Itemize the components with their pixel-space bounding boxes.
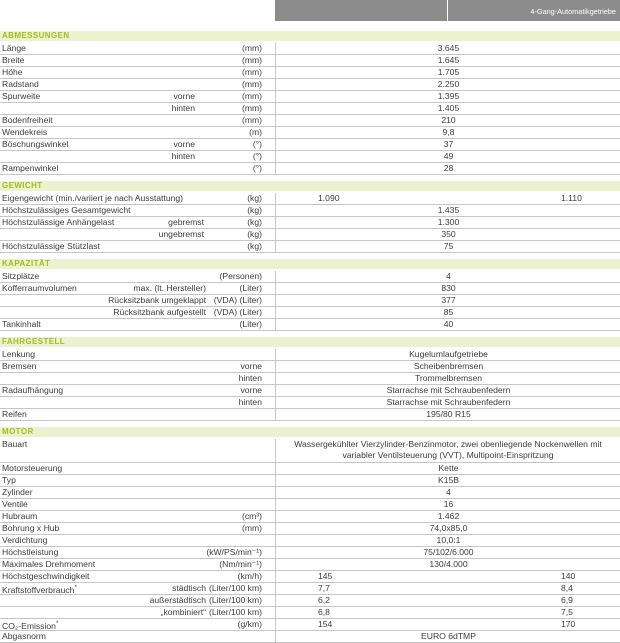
row-value: 1.395	[275, 91, 620, 102]
row-value-automatic: 170	[561, 619, 576, 629]
row-unit: (°)	[252, 151, 262, 161]
row-value-manual: 1.090	[275, 193, 447, 204]
row-label: Höchstzulässige Stützlast	[2, 241, 100, 251]
row-sublabel: „kombiniert“	[160, 607, 206, 617]
row-value-manual: 145	[275, 571, 447, 582]
row-unit: (°)	[252, 139, 262, 149]
row-label: Radstand	[2, 79, 39, 89]
row-sublabel: vorne	[240, 385, 262, 395]
table-row	[0, 79, 620, 91]
table-header	[0, 0, 620, 21]
row-label: Maximales Drehmoment	[2, 559, 96, 569]
row-unit: (°)	[252, 163, 262, 173]
row-sublabel: gebremst	[168, 217, 204, 227]
row-value: Kugelumlaufgetriebe	[275, 349, 620, 360]
row-value: 830	[275, 283, 620, 294]
row-sublabel: hinten	[171, 103, 195, 113]
row-label: Zylinder	[2, 487, 33, 497]
row-unit: (m)	[249, 127, 262, 137]
table-row	[0, 193, 620, 205]
row-unit: (Liter/100 km)	[208, 607, 262, 617]
row-unit: (mm)	[241, 91, 262, 101]
row-unit: (Liter/100 km)	[208, 583, 262, 593]
row-unit: (mm)	[241, 79, 262, 89]
row-value: 4	[275, 487, 620, 498]
table-row	[0, 55, 620, 67]
header-col-manual	[275, 0, 447, 21]
row-label	[2, 619, 58, 632]
table-row	[0, 559, 620, 571]
row-label-text: Kraftstoffverbrauch	[2, 584, 75, 595]
row-value: Starrachse mit Schraubenfedern	[275, 385, 620, 396]
header-col-automatic	[448, 0, 620, 21]
row-value: 377	[275, 295, 620, 306]
table-row	[0, 499, 620, 511]
row-unit: (cm³)	[241, 511, 262, 521]
row-unit: (mm)	[241, 55, 262, 65]
table-row	[0, 91, 620, 103]
row-sublabel: ungebremst	[158, 229, 204, 239]
row-unit: (mm)	[241, 115, 262, 125]
row-value: Kette	[275, 463, 620, 474]
table-row	[0, 373, 620, 385]
table-row	[0, 151, 620, 163]
row-label: Kofferraumvolumen	[2, 283, 77, 293]
section-title: KAPAZITÄT	[2, 259, 51, 268]
row-unit: (g/km)	[237, 619, 262, 629]
section-abmessungen	[0, 31, 620, 41]
table-row	[0, 619, 620, 631]
row-unit: (Nm/min⁻¹)	[219, 559, 262, 569]
row-value: Starrachse mit Schraubenfedern	[275, 397, 620, 408]
table-row	[0, 127, 620, 139]
row-label: Wendekreis	[2, 127, 48, 137]
row-value: 1.645	[275, 55, 620, 66]
row-value-automatic: 7,5	[561, 607, 573, 617]
section-title: GEWICHT	[2, 181, 43, 190]
row-unit: (Personen)	[219, 271, 262, 281]
row-value: 49	[275, 151, 620, 162]
row-label: Abgasnorm	[2, 631, 46, 641]
row-unit: (kg)	[247, 241, 262, 251]
table-row	[0, 595, 620, 607]
row-unit: (kW/PS/min⁻¹)	[206, 547, 262, 557]
row-value: 350	[275, 229, 620, 240]
row-sublabel: Rücksitzbank aufgestellt	[113, 307, 206, 317]
row-sublabel: vorne	[173, 91, 195, 101]
table-row	[0, 571, 620, 583]
row-value-automatic: 6,9	[561, 595, 573, 605]
table-row	[0, 439, 620, 463]
table-row	[0, 283, 620, 295]
table-row	[0, 511, 620, 523]
table-row	[0, 115, 620, 127]
row-value: 195/80 R15	[275, 409, 620, 420]
row-value: 210	[275, 115, 620, 126]
table-row	[0, 583, 620, 595]
row-value: 130/4.000	[275, 559, 620, 570]
row-sublabel: vorne	[240, 361, 262, 371]
row-label: Bauart	[2, 439, 28, 449]
row-label: Eigengewicht (min./variiert je nach Ausstattung)	[2, 193, 184, 203]
row-value: 40	[275, 319, 620, 330]
row-unit: (Liter/100 km)	[208, 595, 262, 605]
row-value: Scheibenbremsen	[275, 361, 620, 372]
table-row	[0, 307, 620, 319]
row-unit: (kg)	[247, 229, 262, 239]
row-unit: (Liter)	[239, 283, 262, 293]
row-label: Bremsen	[2, 361, 37, 371]
row-value: 28	[275, 163, 620, 174]
row-value: 9,8	[275, 127, 620, 138]
section-fahrgestell	[0, 337, 620, 347]
row-value: 75/102/6.000	[275, 547, 620, 558]
row-label-text: CO₂-Emission	[2, 620, 56, 631]
table-row	[0, 409, 620, 421]
row-value-automatic: 8,4	[561, 583, 573, 593]
row-value: Trommelbremsen	[275, 373, 620, 384]
header-blank	[0, 0, 275, 21]
row-sublabel: hinten	[238, 373, 262, 383]
table-row	[0, 349, 620, 361]
row-value-manual: 7,7	[275, 583, 447, 594]
row-label: Hubraum	[2, 511, 38, 521]
row-label: Lenkung	[2, 349, 35, 359]
row-label: Radaufhängung	[2, 385, 64, 395]
table-row	[0, 607, 620, 619]
row-value: 74,0x85,0	[275, 523, 620, 534]
row-value: 16	[275, 499, 620, 510]
row-value: 3.645	[275, 43, 620, 54]
row-label: Motorsteuerung	[2, 463, 63, 473]
row-label: Typ	[2, 475, 16, 485]
row-value: 10,0:1	[275, 535, 620, 546]
row-label: Ventile	[2, 499, 28, 509]
row-sublabel: vorne	[173, 139, 195, 149]
table-row	[0, 535, 620, 547]
row-value: EURO 6dTMP	[275, 631, 620, 642]
row-unit: (mm)	[241, 103, 262, 113]
row-sublabel: städtisch	[172, 583, 206, 593]
table-row	[0, 295, 620, 307]
row-unit: (kg)	[247, 205, 262, 215]
row-value-automatic: 1.110	[561, 193, 582, 203]
row-unit: (VDA) (Liter)	[213, 295, 262, 305]
row-label: Verdichtung	[2, 535, 48, 545]
row-value-manual: 154	[275, 619, 447, 630]
row-value: 85	[275, 307, 620, 318]
row-value: 1.705	[275, 67, 620, 78]
row-label: Reifen	[2, 409, 27, 419]
row-value: Wassergekühlter Vierzylinder-Benzinmotor, zwei obenliegende Nockenwellen mit variabler Ventilsteuerung (VVT), Multipoint-Einspritzung	[275, 439, 620, 462]
row-label: Bodenfreiheit	[2, 115, 53, 125]
row-label: Böschungswinkel	[2, 139, 69, 149]
row-value-manual: 6,8	[275, 607, 447, 618]
table-row	[0, 139, 620, 151]
row-value: 1.405	[275, 103, 620, 114]
row-value-manual: 6,2	[275, 595, 447, 606]
row-label: Höchstzulässige Anhängelast	[2, 217, 115, 227]
row-label	[2, 583, 77, 596]
row-value: 2.250	[275, 79, 620, 90]
row-unit: (Liter)	[239, 319, 262, 329]
table-row	[0, 205, 620, 217]
row-sublabel: hinten	[171, 151, 195, 161]
table-row	[0, 271, 620, 283]
table-row	[0, 361, 620, 373]
footnote-marker: *	[55, 621, 59, 627]
table-row	[0, 487, 620, 499]
table-row	[0, 163, 620, 175]
row-value-automatic: 140	[561, 571, 576, 581]
header-col-automatic-label: 4-Gang-Automatikgetriebe	[530, 7, 616, 16]
table-row	[0, 463, 620, 475]
table-row	[0, 523, 620, 535]
section-title: MOTOR	[2, 427, 34, 436]
row-label: Sitzplätze	[2, 271, 40, 281]
row-label: Breite	[2, 55, 25, 65]
row-label: Höchstzulässiges Gesamtgewicht	[2, 205, 131, 215]
table-row	[0, 229, 620, 241]
row-value: 37	[275, 139, 620, 150]
row-label: Tankinhalt	[2, 319, 41, 329]
section-gewicht	[0, 181, 620, 191]
table-row	[0, 43, 620, 55]
table-row	[0, 547, 620, 559]
section-title: ABMESSUNGEN	[2, 31, 70, 40]
row-value: K15B	[275, 475, 620, 486]
table-row	[0, 319, 620, 331]
table-row	[0, 67, 620, 79]
row-value: 1.462	[275, 511, 620, 522]
row-label: Höhe	[2, 67, 23, 77]
table-row	[0, 631, 620, 643]
row-sublabel: hinten	[238, 397, 262, 407]
section-motor	[0, 427, 620, 437]
row-value: 1.435	[275, 205, 620, 216]
footnote-marker: *	[74, 585, 77, 591]
row-unit: (kg)	[247, 193, 262, 203]
section-kapazitaet	[0, 259, 620, 269]
table-row	[0, 217, 620, 229]
row-label: Höchstleistung	[2, 547, 59, 557]
row-value: 75	[275, 241, 620, 252]
section-title: FAHRGESTELL	[2, 337, 66, 346]
row-label: Länge	[2, 43, 26, 53]
table-row	[0, 103, 620, 115]
row-sublabel: außerstädtisch	[149, 595, 206, 605]
row-unit: (mm)	[241, 67, 262, 77]
table-row	[0, 475, 620, 487]
table-row	[0, 241, 620, 253]
table-row	[0, 385, 620, 397]
row-unit: (kg)	[247, 217, 262, 227]
row-label: Höchstgeschwindigkeit	[2, 571, 90, 581]
row-unit: (mm)	[241, 523, 262, 533]
table-row	[0, 397, 620, 409]
row-sublabel: Rücksitzbank umgeklappt	[108, 295, 206, 305]
row-value: 1.300	[275, 217, 620, 228]
row-label: Rampenwinkel	[2, 163, 59, 173]
row-unit: (km/h)	[237, 571, 262, 581]
row-value: 4	[275, 271, 620, 282]
row-unit: (mm)	[241, 43, 262, 53]
row-unit: (VDA) (Liter)	[213, 307, 262, 317]
row-label: Bohrung x Hub	[2, 523, 60, 533]
row-label: Spurweite	[2, 91, 41, 101]
row-sublabel: max. (lt. Hersteller)	[133, 283, 206, 293]
